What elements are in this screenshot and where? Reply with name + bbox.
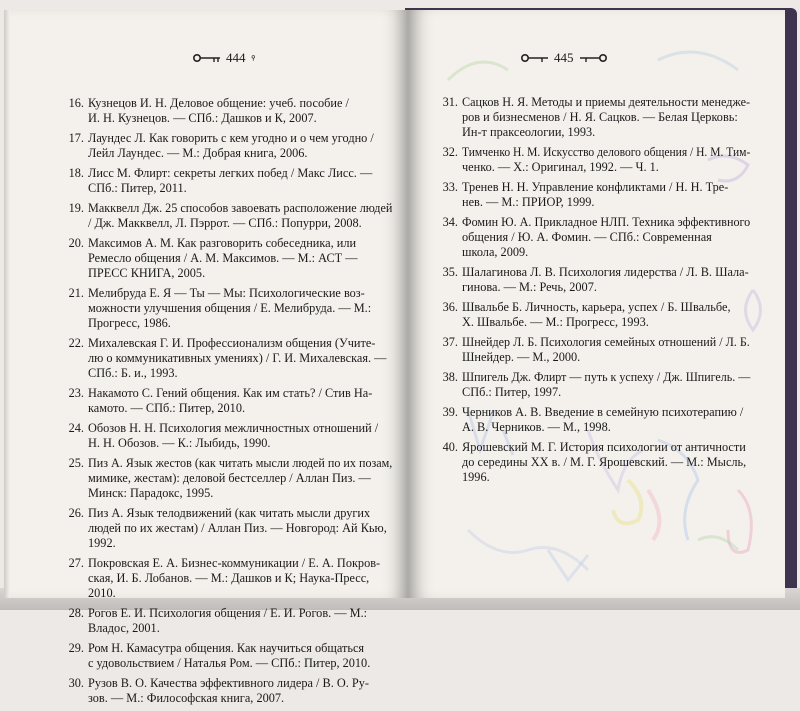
reference-text-line: Ярошевский М. Г. История психологии от античности <box>462 439 746 454</box>
reference-text-line: мимике, жестам): деловой бестселлер / Аллан Пиз. — <box>88 470 371 485</box>
reference-text-line: до середины XX в. / М. Г. Ярошевский. — М.: Мысль, <box>462 454 747 469</box>
reference-text-line: И. Н. Кузнецов. — СПб.: Дашков и К, 2007. <box>88 111 317 126</box>
reference-number: 32. <box>442 145 458 160</box>
reference-item <box>66 286 392 332</box>
reference-item <box>440 215 750 261</box>
reference-text-line: Лейл Лаундес. — М.: Добрая книга, 2006. <box>88 146 308 161</box>
reference-item <box>440 300 750 330</box>
key-ornament-icon <box>250 52 264 64</box>
reference-number: 21. <box>68 285 84 300</box>
reference-number: 24. <box>68 420 84 435</box>
reference-text-line: школа, 2009. <box>462 245 529 260</box>
reference-number: 40. <box>442 439 458 454</box>
reference-text-line: Ремесло общения / А. М. Максимов. — М.: АСТ — <box>88 250 358 265</box>
key-ornament-icon <box>520 52 550 64</box>
reference-text-line: ская, И. Б. Лобанов. — М.: Дашков и К; Наука-Пресс, <box>88 571 370 586</box>
reference-item <box>440 265 750 295</box>
reference-item <box>66 606 392 636</box>
reference-item <box>66 201 392 231</box>
reference-text-line: Лаундес Л. Как говорить с кем угодно и о чем угодно / <box>88 130 374 145</box>
reference-number: 35. <box>442 265 458 280</box>
reference-text-line: СПб.: Питер, 1997. <box>462 384 562 399</box>
reference-text-line: лю о коммуникативных умениях) / Г. И. Михалевская. — <box>88 351 387 366</box>
page-number-left <box>192 50 264 66</box>
reference-item <box>440 370 750 400</box>
reference-number: 22. <box>68 335 84 350</box>
reference-text-line: Прогресс, 1986. <box>88 316 171 331</box>
reference-text-line: Михалевская Г. И. Профессионализм общения (Учите- <box>88 335 376 350</box>
reference-text-line: Х. Швальбе. — М.: Прогресс, 1993. <box>462 315 649 330</box>
reference-text-line: можности улучшения общения / Е. Мелибруда. — М.: <box>88 300 372 315</box>
reference-number: 19. <box>68 200 84 215</box>
reference-text-line: Максимов А. М. Как разговорить собеседника, или <box>88 235 357 250</box>
reference-item <box>440 405 750 435</box>
reference-number: 26. <box>68 505 84 520</box>
reference-text-line: ченко. — Х.: Оригинал, 1992. — Ч. 1. <box>462 160 659 175</box>
reference-list-left <box>66 96 392 711</box>
reference-item <box>66 421 392 451</box>
reference-text-line: Черников А. В. Введение в семейную психотерапию / <box>462 404 744 419</box>
page-number-text: 444 <box>226 50 246 65</box>
reference-number: 28. <box>68 606 84 621</box>
reference-number: 27. <box>68 555 84 570</box>
reference-text-line: ров и бизнесменов / Н. Я. Сацков. — Белая Церковь: <box>462 110 738 125</box>
reference-number: 34. <box>442 214 458 229</box>
page-number-right <box>520 50 608 66</box>
reference-item <box>66 506 392 552</box>
reference-number: 18. <box>68 165 84 180</box>
reference-text-line: ПРЕСС КНИГА, 2005. <box>88 266 206 281</box>
reference-text-line: Кузнецов И. Н. Деловое общение: учеб. пособие / <box>88 96 349 110</box>
reference-list-right <box>440 95 750 490</box>
reference-text-line: Владос, 2001. <box>88 621 160 636</box>
reference-text-line: общения / Ю. А. Фомин. — СПб.: Современная <box>462 230 712 245</box>
reference-item <box>66 166 392 196</box>
reference-text-line: Ин-т праксеологии, 1993. <box>462 125 596 140</box>
reference-number: 17. <box>68 130 84 145</box>
reference-text-line: нев. — М.: ПРИОР, 1999. <box>462 195 595 210</box>
reference-number: 16. <box>68 96 84 110</box>
reference-number: 33. <box>442 180 458 195</box>
reference-text-line: Лисс М. Флирт: секреты легких побед / Макс Лисс. — <box>88 165 373 180</box>
reference-item <box>440 145 750 175</box>
reference-text-line: Швальбе Б. Личность, карьера, успех / Б. Швальбе, <box>462 299 731 314</box>
reference-text-line: Пиз А. Язык жестов (как читать мысли людей по их позам, <box>88 455 393 470</box>
page-number-text: 445 <box>554 50 574 65</box>
reference-item <box>440 335 750 365</box>
reference-text-line: Минск: Парадокс, 1995. <box>88 486 214 501</box>
reference-item <box>66 641 392 671</box>
reference-item <box>66 556 392 602</box>
reference-text-line: Накамото С. Гений общения. Как им стать? / Стив На- <box>88 385 373 400</box>
reference-text-line: Обозов Н. Н. Психология межличностных отношений / <box>88 420 379 435</box>
reference-text-line: людей по их жестам) / Аллан Пиз. — Новгород: Ай Кью, <box>88 521 387 536</box>
reference-text-line: Шпигель Дж. Флирт — путь к успеху / Дж. Шпигель. — <box>462 369 751 384</box>
reference-text-line: 1996. <box>462 469 490 484</box>
reference-item <box>66 386 392 416</box>
reference-text-line: гинова. — М.: Речь, 2007. <box>462 280 597 295</box>
reference-number: 37. <box>442 334 458 349</box>
reference-text-line: / Дж. Макквелл, Л. Пэррот. — СПб.: Попурри, 2008. <box>88 215 362 230</box>
reference-text-line: Шнейдер. — М., 2000. <box>462 350 581 365</box>
reference-text-line: Сацков Н. Я. Методы и приемы деятельности менедже- <box>462 95 751 109</box>
reference-text-line: Ром Н. Камасутра общения. Как научиться общаться <box>88 641 365 655</box>
reference-item <box>66 236 392 282</box>
reference-text-line: Тренев Н. Н. Управление конфликтами / Н. Н. Тре- <box>462 180 729 195</box>
reference-item <box>66 336 392 382</box>
reference-text-line: Рогов Е. И. Психология общения / Е. И. Рогов. — М.: <box>88 606 368 621</box>
reference-item <box>66 96 392 126</box>
reference-text-line: зов. — М.: Философская книга, 2007. <box>88 691 285 706</box>
reference-item <box>66 131 392 161</box>
reference-text-line: Покровская Е. А. Бизнес-коммуникации / Е. А. Покров- <box>88 555 381 570</box>
key-ornament-icon <box>578 52 608 64</box>
reference-text-line: Тимченко Н. М. Искусство делового общения / Н. М. Тим- <box>462 145 751 160</box>
reference-number: 25. <box>68 455 84 470</box>
right-page <box>408 10 785 598</box>
reference-text-line: Н. Н. Обозов. — К.: Лыбидь, 1990. <box>88 436 271 451</box>
reference-item <box>66 456 392 502</box>
reference-text-line: Макквелл Дж. 25 способов завоевать расположение людей <box>88 200 393 215</box>
reference-text-line: Пиз А. Язык телодвижений (как читать мысли других <box>88 505 371 520</box>
reference-text-line: А. В. Черников. — М., 1998. <box>462 419 611 434</box>
reference-number: 20. <box>68 235 84 250</box>
reference-number: 29. <box>68 641 84 655</box>
reference-text-line: с удовольствием / Наталья Ром. — СПб.: Питер, 2010. <box>88 656 371 671</box>
reference-number: 39. <box>442 404 458 419</box>
reference-text-line: Шалагинова Л. В. Психология лидерства / Л. В. Шала- <box>462 265 749 280</box>
reference-text-line: 1992. <box>88 536 116 551</box>
reference-number: 38. <box>442 369 458 384</box>
reference-text-line: камото. — СПб.: Питер, 2010. <box>88 401 246 416</box>
reference-text-line: Рузов В. О. Качества эффективного лидера / В. О. Ру- <box>88 675 369 690</box>
reference-text-line: СПб.: Б. и., 1993. <box>88 366 178 381</box>
reference-text-line: СПб.: Питер, 2011. <box>88 181 187 196</box>
reference-text-line: 2010. <box>88 586 116 601</box>
reference-number: 30. <box>68 675 84 690</box>
reference-number: 31. <box>442 95 458 109</box>
key-ornament-icon <box>192 52 222 64</box>
reference-text-line: Мелибруда Е. Я — Ты — Мы: Психологические воз- <box>88 285 365 300</box>
reference-text-line: Шнейдер Л. Б. Психология семейных отношений / Л. Б. <box>462 334 750 349</box>
left-page <box>4 10 408 706</box>
reference-item <box>440 440 750 486</box>
reference-item <box>66 676 392 706</box>
reference-item <box>440 180 750 210</box>
reference-text-line: Фомин Ю. А. Прикладное НЛП. Техника эффективного <box>462 214 751 229</box>
reference-number: 36. <box>442 299 458 314</box>
reference-item <box>440 95 750 141</box>
reference-number: 23. <box>68 385 84 400</box>
